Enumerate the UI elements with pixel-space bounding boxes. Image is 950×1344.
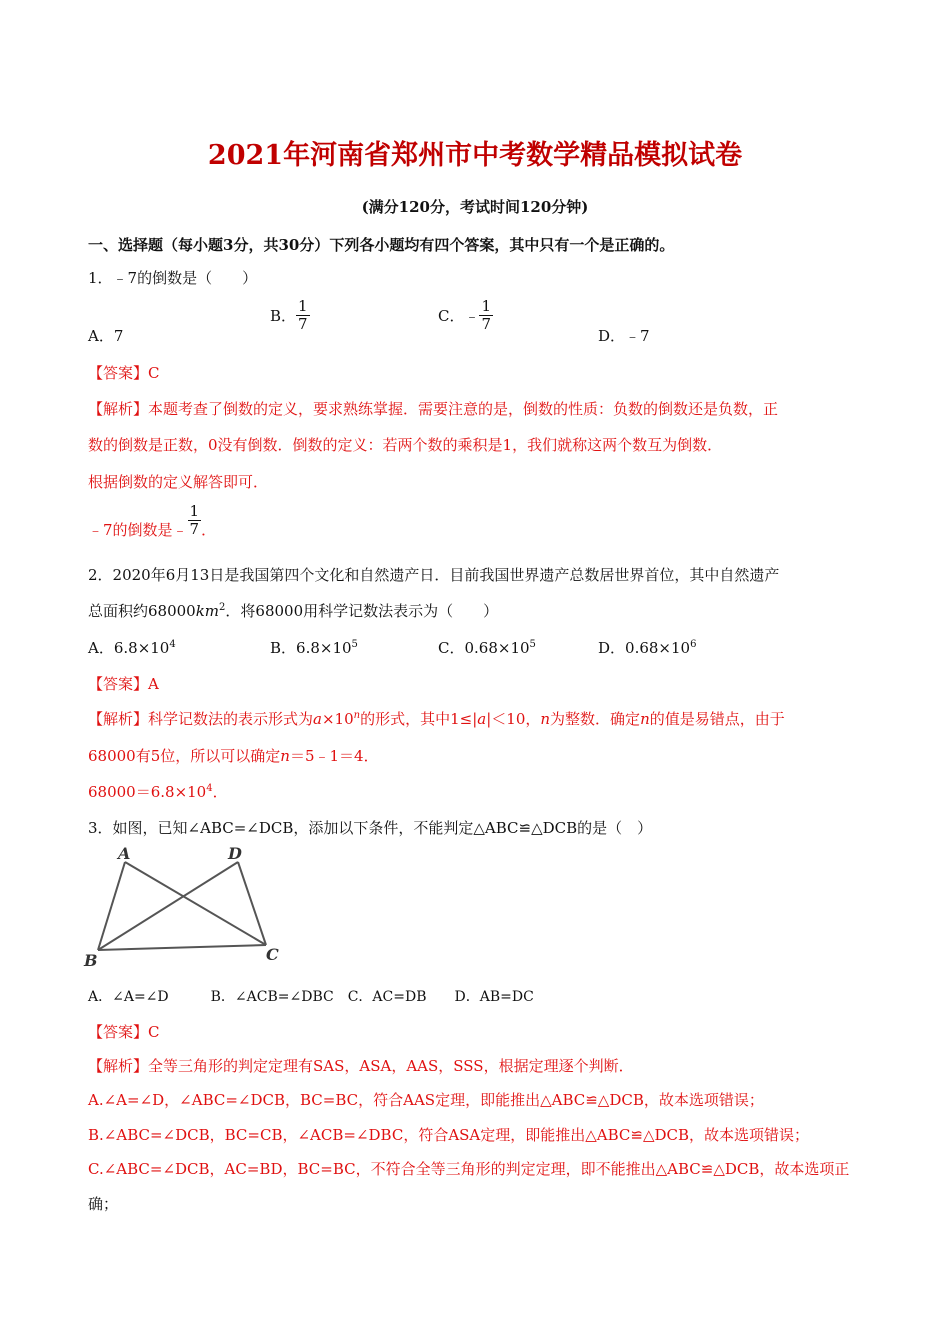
q1-option-c bbox=[438, 298, 493, 333]
exponent: 2 bbox=[219, 602, 226, 613]
section-heading: 一、选择题（每小题3分，共30分）下列各小题均有四个答案，其中只有一个是正确的。 bbox=[88, 236, 675, 254]
q3-analysis-option-a: A.∠A=∠D，∠ABC=∠DCB，BC=BC，符合AAS定理，即能推出△ABC≌△DCB，故本选项错误； bbox=[88, 1091, 764, 1109]
q3-analysis: 【解析】全等三角形的判定定理有SAS，ASA，AAS，SSS，根据定理逐个判断． bbox=[88, 1057, 634, 1075]
fraction-numerator: 1 bbox=[298, 297, 308, 315]
fraction-denominator: 7 bbox=[298, 315, 308, 333]
q2-option-a: A．$6.8\times 10^4$ bbox=[88, 639, 176, 657]
q1-option-d: D．﹣7 bbox=[598, 327, 650, 345]
q3-analysis-option-b: B.∠ABC=∠DCB，BC=CB，∠ACB=∠DBC，符合ASA定理，即能推出△ABC≌△DCB，故本选项错误； bbox=[88, 1126, 810, 1144]
segment-bc bbox=[98, 945, 266, 950]
stem-text: ．将68000用科学记数法表示为（ ） bbox=[225, 602, 499, 620]
q2-option-b: B．$6.8\times 10^5$ bbox=[270, 639, 358, 657]
q1-option-c-prefix: C．﹣ bbox=[438, 307, 480, 325]
fraction-numerator: 1 bbox=[481, 297, 492, 315]
q2-option-c: C．$0.68\times 10^5$ bbox=[438, 639, 536, 657]
segment-ac bbox=[125, 862, 266, 945]
fraction-denominator: 7 bbox=[481, 315, 492, 333]
q1-answer bbox=[88, 362, 160, 383]
triangle-figure bbox=[80, 842, 290, 972]
segment-dc bbox=[238, 862, 266, 945]
page-title: 2021年河南省郑州市中考数学精品模拟试卷 bbox=[207, 140, 743, 171]
q1-analysis-line1 bbox=[88, 398, 778, 419]
q3-analysis-option-c-cont: 确； bbox=[88, 1195, 119, 1213]
fraction bbox=[188, 503, 202, 538]
exam-info: (满分120分，考试时间120分钟) bbox=[361, 198, 589, 216]
q3-answer: 【答案】C bbox=[88, 1023, 160, 1041]
q1-conclusion bbox=[88, 501, 216, 540]
label-d: D bbox=[228, 844, 242, 863]
segment-db bbox=[98, 862, 238, 950]
q2-analysis-line1: 【解析】科学记数法的表示形式为$a\times 10^n$的形式，其中1≤|a|＜10，n为整数．确定n的值是易错点，由于 bbox=[88, 710, 785, 728]
fraction bbox=[296, 298, 310, 333]
fraction-denominator: 7 bbox=[189, 520, 200, 538]
q2-option-d: D．$0.68\times 10^6$ bbox=[598, 639, 697, 657]
q3-stem: 3．如图，已知∠ABC=∠DCB，添加以下条件，不能判定△ABC≌△DCB的是（ ） bbox=[88, 819, 653, 837]
conclusion-period: ． bbox=[201, 521, 217, 539]
q2-analysis-line3: $68000=6.8\times 10^4$． bbox=[88, 783, 228, 801]
fraction bbox=[479, 298, 493, 333]
q1-analysis-line3: 根据倒数的定义解答即可． bbox=[88, 473, 269, 491]
label-c: C bbox=[266, 945, 279, 964]
q1-option-b bbox=[270, 298, 310, 333]
q1-option-a: A．7 bbox=[88, 327, 124, 345]
q2-stem-line1: 2．2020年6月13日是我国第四个文化和自然遗产日．目前我国世界遗产总数居世界首位，其中自然遗产 bbox=[88, 566, 780, 584]
q3-analysis-option-c: C.∠ABC=∠DCB，AC=BD，BC=BC，不符合全等三角形的判定定理，即不能推出△ABC≌△DCB，故本选项正 bbox=[88, 1160, 850, 1178]
q3-options: A．∠A=∠D B．∠ACB=∠DBC C．AC=DB D．AB=DC bbox=[88, 989, 534, 1005]
q1-stem: 1．﹣7的倒数是（ ） bbox=[88, 269, 258, 287]
conclusion-text: ﹣7的倒数是﹣ bbox=[88, 521, 188, 539]
fraction-numerator: 1 bbox=[189, 502, 200, 520]
stem-text: 总面积约68000 bbox=[88, 602, 196, 620]
analysis-label: 【解析】 bbox=[88, 400, 149, 418]
q2-stem-line2 bbox=[88, 600, 498, 621]
label-a: A bbox=[118, 844, 131, 863]
q1-option-b-prefix: B． bbox=[270, 307, 297, 325]
q2-answer: 【答案】A bbox=[88, 675, 159, 693]
segment-ab bbox=[98, 862, 125, 950]
analysis-text: 本题考查了倒数的定义，要求熟练掌握．需要注意的是，倒数的性质：负数的倒数还是负数，正 bbox=[148, 400, 779, 418]
label-b: B bbox=[84, 951, 98, 970]
answer-label: 【答案】 bbox=[88, 364, 149, 382]
q2-analysis-line2: 68000有5位，所以可以确定n＝5﹣1＝4． bbox=[88, 747, 379, 765]
answer-value: C bbox=[148, 364, 160, 382]
q1-analysis-line2: 数的倒数是正数，0没有倒数．倒数的定义：若两个数的乘积是1，我们就称这两个数互为倒数． bbox=[88, 436, 723, 454]
unit: km bbox=[195, 602, 220, 620]
